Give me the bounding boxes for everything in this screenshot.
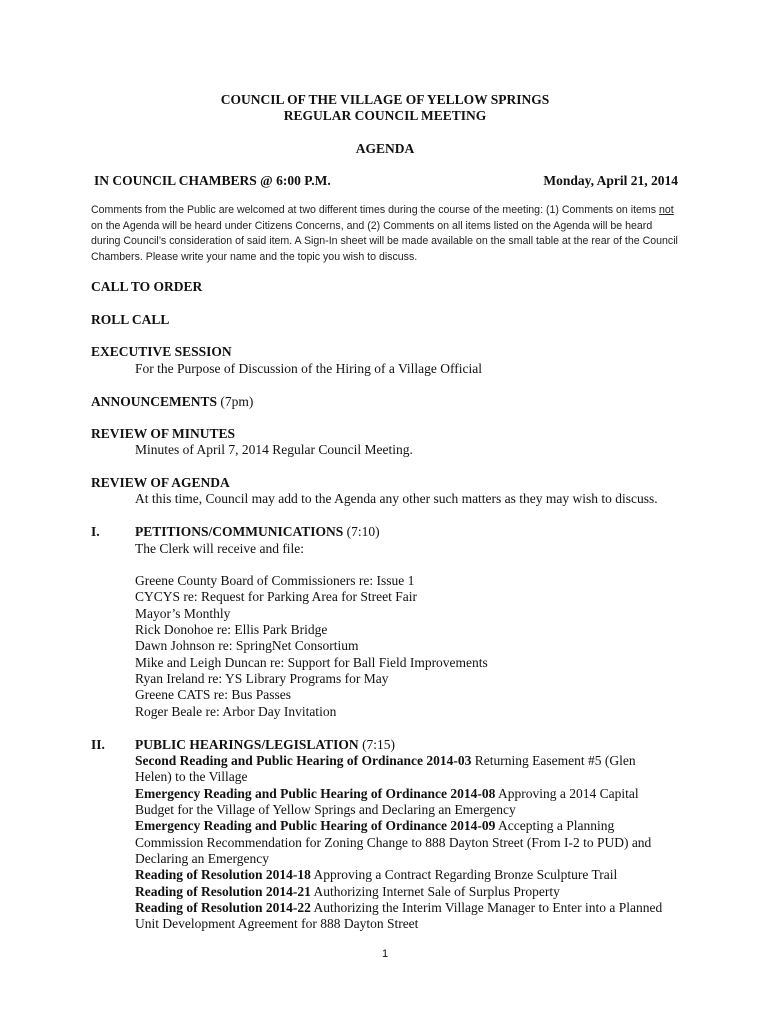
- legislation-text-continued: Budget for the Village of Yellow Springs and Declaring an Emergency: [135, 802, 516, 817]
- petitions-heading: [135, 524, 380, 540]
- legislation-item: [135, 753, 636, 769]
- hearings-title: PUBLIC HEARINGS/LEGISLATION: [135, 737, 359, 752]
- hearings-time: (7:15): [358, 737, 396, 752]
- legislation-title: Emergency Reading and Public Hearing of Ordinance 2014-08: [135, 786, 496, 801]
- legislation-item: [135, 786, 639, 802]
- section-numeral-1: I.: [91, 524, 100, 539]
- legislation-text: Approving a Contract Regarding Bronze Sculpture Trail: [310, 867, 618, 882]
- legislation-text: Approving a 2014 Capital: [495, 786, 639, 801]
- legislation-text-continued: Declaring an Emergency: [135, 851, 269, 866]
- announcements-label: ANNOUNCEMENTS: [91, 394, 218, 409]
- legislation-title: Emergency Reading and Public Hearing of Ordinance 2014-09: [135, 818, 496, 833]
- legislation-text-continued: Commission Recommendation for Zoning Change to 888 Dayton Street (From I-2 to PUD) and: [135, 835, 652, 850]
- call-to-order-heading: CALL TO ORDER: [91, 279, 203, 294]
- review-agenda-heading: REVIEW OF AGENDA: [91, 475, 230, 490]
- legislation-item: [135, 818, 614, 834]
- list-item: Greene County Board of Commissioners re: Issue 1: [135, 573, 415, 588]
- review-minutes-heading: REVIEW OF MINUTES: [91, 426, 236, 441]
- petitions-time: (7:10): [343, 524, 380, 539]
- document-subtitle: REGULAR COUNCIL MEETING: [283, 108, 487, 123]
- page-number: 1: [381, 948, 389, 960]
- legislation-title: Reading of Resolution 2014-18: [135, 867, 311, 882]
- notice-part-1: Comments from the Public are welcomed at two different times during the course of the meeting: (1) Comments on items: [91, 204, 659, 216]
- document-title: COUNCIL OF THE VILLAGE OF YELLOW SPRINGS: [220, 92, 550, 107]
- legislation-text: Returning Easement #5 (Glen: [471, 753, 636, 768]
- meeting-location: IN COUNCIL CHAMBERS @ 6:00 P.M.: [94, 173, 331, 188]
- list-item: Mayor’s Monthly: [135, 606, 231, 621]
- legislation-text: Authorizing Internet Sale of Surplus Property: [310, 884, 560, 899]
- announcements-heading: [91, 394, 253, 410]
- list-item: Mike and Leigh Duncan re: Support for Ball Field Improvements: [135, 655, 488, 670]
- list-item: Roger Beale re: Arbor Day Invitation: [135, 704, 337, 719]
- section-numeral-2: II.: [91, 737, 105, 752]
- list-item: CYCYS re: Request for Parking Area for Street Fair: [135, 589, 417, 604]
- meeting-date: Monday, April 21, 2014: [543, 173, 678, 188]
- legislation-text-continued: Helen) to the Village: [135, 769, 248, 784]
- legislation-text-continued: Unit Development Agreement for 888 Dayton Street: [135, 916, 419, 931]
- legislation-title: Reading of Resolution 2014-22: [135, 900, 311, 915]
- announcements-time: (7pm): [217, 394, 254, 409]
- list-item: Rick Donohoe re: Ellis Park Bridge: [135, 622, 328, 637]
- legislation-text: Authorizing the Interim Village Manager to Enter into a Planned: [310, 900, 663, 915]
- executive-session-heading: EXECUTIVE SESSION: [91, 344, 232, 359]
- list-item: Greene CATS re: Bus Passes: [135, 687, 291, 702]
- legislation-text: Accepting a Planning: [495, 818, 615, 833]
- legislation-item: [135, 867, 617, 883]
- public-comment-notice: [91, 203, 681, 265]
- notice-underlined: not: [659, 204, 674, 216]
- agenda-title: AGENDA: [355, 141, 415, 156]
- review-agenda-text: At this time, Council may add to the Agenda any other such matters as they may wish to discuss.: [135, 491, 658, 506]
- notice-part-2: on the Agenda will be heard under Citizens Concerns, and (2) Comments on all items listed on the Agenda will be heard during Council’s consideration of said item. A Sign-In sheet will be made available on the small table at the rear of the Council Chambers. Please write your name and the topic you wish to discuss.: [91, 219, 678, 263]
- list-item: Dawn Johnson re: SpringNet Consortium: [135, 638, 359, 653]
- legislation-title: Second Reading and Public Hearing of Ordinance 2014-03: [135, 753, 472, 768]
- list-item: Ryan Ireland re: YS Library Programs for May: [135, 671, 389, 686]
- executive-session-text: For the Purpose of Discussion of the Hiring of a Village Official: [135, 361, 483, 376]
- legislation-title: Reading of Resolution 2014-21: [135, 884, 311, 899]
- petitions-title: PETITIONS/COMMUNICATIONS: [135, 524, 344, 539]
- roll-call-heading: ROLL CALL: [91, 312, 170, 327]
- legislation-item: [135, 884, 560, 900]
- legislation-item: [135, 900, 662, 916]
- hearings-heading: [135, 737, 395, 753]
- petitions-intro: The Clerk will receive and file:: [135, 541, 305, 556]
- review-minutes-text: Minutes of April 7, 2014 Regular Council Meeting.: [135, 442, 413, 457]
